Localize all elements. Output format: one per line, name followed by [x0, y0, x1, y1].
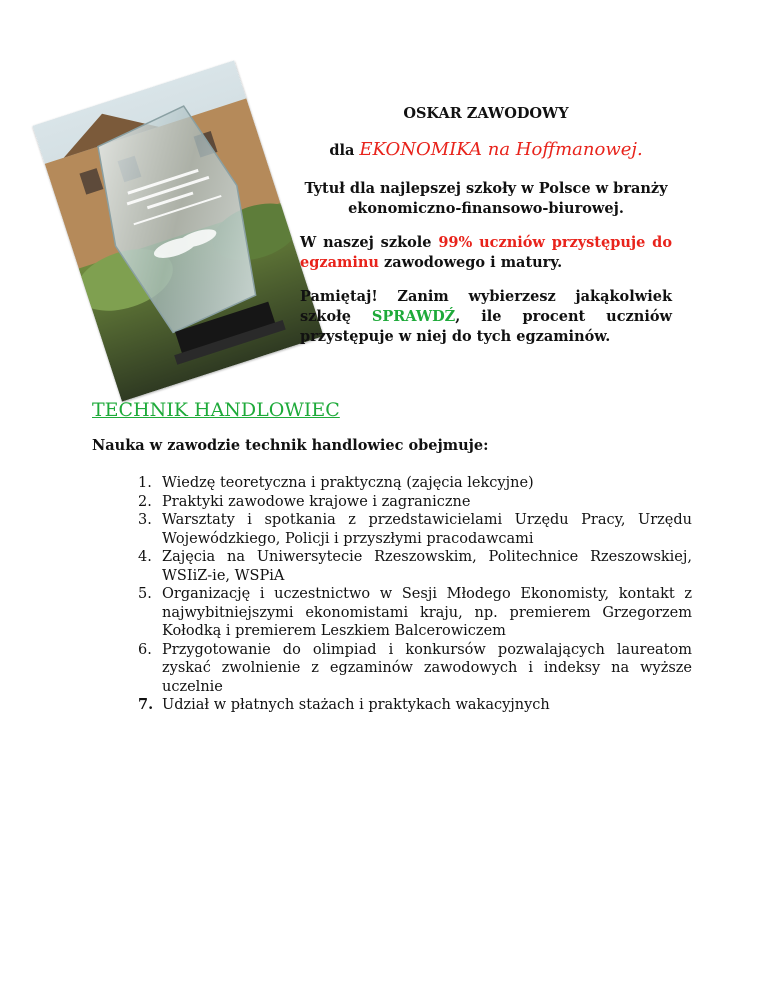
- award-subtitle: Tytuł dla najlepszej szkoły w Polsce w branży ekonomiczno-finansowo-biurowej.: [304, 180, 668, 217]
- list-item: [92, 493, 692, 512]
- reminder-highlight: SPRAWDŹ: [371, 308, 456, 325]
- exam-statistic-suffix: zawodowego i matury.: [378, 254, 563, 271]
- trophy-photo: [32, 60, 323, 401]
- school-name: EKONOMIKA na Hoffmanowej.: [359, 139, 643, 160]
- list-item-text: Przygotowanie do olimpiad i konkursów pozwalających laureatom zyskać zwolnienie z egzaminów zawodowych i indeksy na wyższe uczelnie: [162, 641, 692, 695]
- award-dla-prefix: dla: [329, 142, 360, 159]
- list-item-text: Organizację i uczestnictwo w Sesji Młodego Ekonomisty, kontakt z najwybitniejszymi ekonomistami kraju, np. premierem Grzegorzem Kołodką i premierem Leszkiem Balcerowiczem: [162, 586, 692, 639]
- list-item-text: Praktyki zawodowe krajowe i zagraniczne: [162, 493, 471, 510]
- list-item-number: 4.: [138, 549, 152, 565]
- list-item-text: Zajęcia na Uniwersytecie Rzeszowskim, Politechnice Rzeszowskiej, WSIiZ-ie, WSPiA: [162, 549, 692, 584]
- reminder-paragraph: [300, 287, 672, 347]
- exam-statistic-prefix: W naszej szkole: [300, 234, 439, 251]
- exam-statistic-highlight: 99% uczniów przystępuje do egzaminu: [300, 234, 672, 271]
- list-item-number: 2.: [138, 493, 152, 510]
- award-block: [300, 104, 672, 361]
- list-item-number: 7.: [138, 696, 154, 713]
- award-recipient: [300, 140, 672, 161]
- list-item: [92, 474, 692, 493]
- list-item: [92, 641, 692, 697]
- trophy-photo-graphic: [32, 60, 323, 401]
- reminder-suffix: , ile procent uczniów przystępuje w niej do tych egzaminów.: [300, 308, 672, 345]
- technik-handlowiec-section: [92, 398, 692, 715]
- list-item: [92, 696, 692, 715]
- list-item-number: 1.: [138, 475, 152, 491]
- list-item-text: Warsztaty i spotkania z przedstawicielami Urzędu Pracy, Urzędu Wojewódzkiego, Policji i przyszłymi pracodawcami: [162, 512, 692, 547]
- exam-statistic-paragraph: [300, 233, 672, 273]
- section-heading: TECHNIK HANDLOWIEC: [92, 399, 340, 421]
- list-item-text: Udział w płatnych stażach i praktykach wakacyjnych: [162, 697, 550, 713]
- list-item: [92, 585, 692, 641]
- list-item: [92, 548, 692, 585]
- award-title: OSKAR ZAWODOWY: [403, 105, 569, 122]
- section-intro: Nauka w zawodzie technik handlowiec obejmuje:: [92, 437, 489, 454]
- list-item-number: 6.: [138, 641, 152, 658]
- list-item: [92, 511, 692, 548]
- list-item-text: Wiedzę teoretyczna i praktyczną (zajęcia lekcyjne): [162, 475, 534, 491]
- list-item-number: 5.: [138, 586, 152, 602]
- list-item-number: 3.: [138, 512, 152, 528]
- reminder-prefix: Pamiętaj! Zanim wybierzesz jakąkolwiek szkołę: [300, 288, 672, 325]
- program-list: [92, 474, 692, 715]
